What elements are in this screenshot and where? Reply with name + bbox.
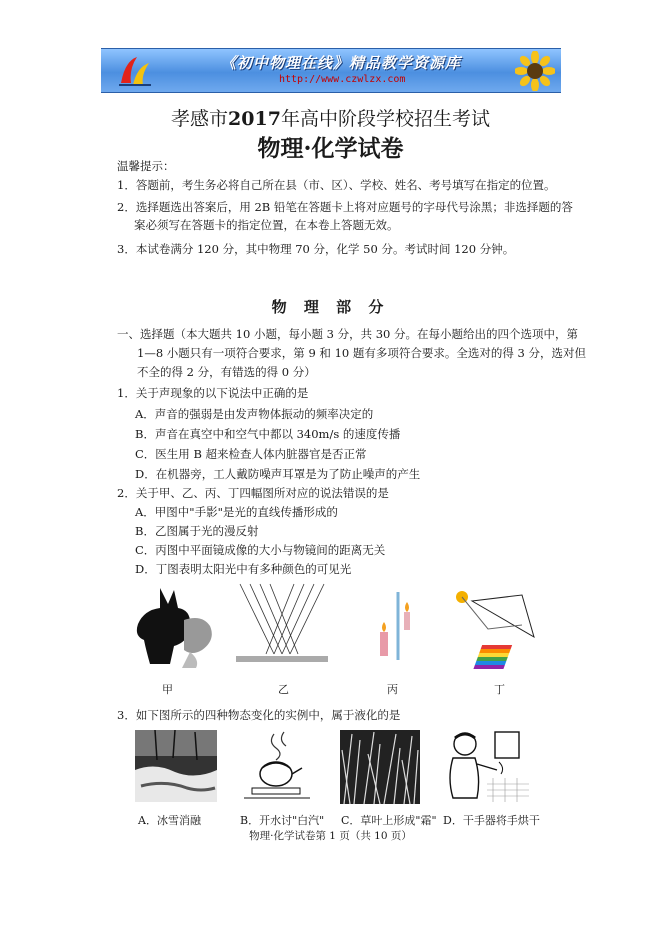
q1-stem: 1．关于声现象的以下说法中正确的是 xyxy=(117,386,309,400)
dispersion-prism-figure xyxy=(452,585,544,671)
section-title: 物 理 部 分 xyxy=(271,298,390,316)
fig-label-yi: 乙 xyxy=(278,683,289,696)
q1-option-b: B．声音在真空中和空气中都以 340m/s 的速度传播 xyxy=(135,427,401,441)
part1-intro-line1: 一、选择题（本大题共 10 小题，每小题 3 分，共 30 分。在每小题给出的四个选项中，第 xyxy=(117,327,579,341)
q2-stem: 2．关于甲、乙、丙、丁四幅图所对应的说法错误的是 xyxy=(117,486,389,500)
tip-item-2-line1: 2．选择题选出答案后，用 2B 铅笔在答题卡上将对应题号的字母代号涂黑；非选择题的答 xyxy=(117,200,573,214)
fig-label-bing: 丙 xyxy=(387,683,398,696)
q1-option-c: C．医生用 B 超来检查人体内脏器官是否正常 xyxy=(135,447,367,461)
tip-item-1: 1．答题前，考生务必将自己所在县（市、区）、学校、姓名、考号填写在指定的位置。 xyxy=(117,178,556,192)
diffuse-reflection-figure xyxy=(234,580,330,670)
q2-option-b: B．乙图属于光的漫反射 xyxy=(135,524,259,538)
exam-title: 孝感市2017年高中阶段学校招生考试 xyxy=(171,108,490,130)
q3-option-a: A．冰雪消融 xyxy=(138,814,201,827)
q2-option-d: D．丁图表明太阳光中有多种颜色的可见光 xyxy=(135,562,352,576)
q3-option-c: C．草叶上形成"霜" xyxy=(341,814,437,827)
hand-dryer-figure xyxy=(443,728,529,806)
q3-option-d: D．干手器将手烘干 xyxy=(443,814,540,827)
q3-stem: 3．如下图所示的四种物态变化的实例中，属于液化的是 xyxy=(117,708,401,722)
resource-banner xyxy=(101,48,561,93)
frost-grass-figure xyxy=(340,730,420,804)
mirror-candle-figure xyxy=(360,590,430,666)
site-logo-icon xyxy=(115,53,155,89)
part1-intro-line3: 不全的得 2 分，有错选的得 0 分） xyxy=(137,365,316,379)
q1-option-a: A．声音的强弱是由发声物体振动的频率决定的 xyxy=(135,407,374,421)
fig-label-ding: 丁 xyxy=(494,683,505,696)
q1-option-d: D．在机器旁，工人戴防噪声耳罩是为了防止噪声的产生 xyxy=(135,467,421,481)
tip-item-2-line2: 案必须写在答题卡的指定位置，在本卷上答题无效。 xyxy=(134,218,399,232)
q3-option-b: B．开水讨"白汽" xyxy=(240,814,325,827)
tip-item-3: 3．本试卷满分 120 分，其中物理 70 分，化学 50 分。考试时间 120 分钟。 xyxy=(117,242,515,256)
q2-option-c: C．丙图中平面镜成像的大小与物镜间的距离无关 xyxy=(135,543,386,557)
page-footer: 物理·化学试卷第 1 页（共 10 页） xyxy=(249,830,412,842)
banner-title: 《初中物理在线》精品教学资源库 xyxy=(221,54,462,72)
q2-option-a: A．甲图中"手影"是光的直线传播形成的 xyxy=(135,505,338,519)
fig-label-jia: 甲 xyxy=(162,683,173,696)
sunflower-icon xyxy=(515,51,555,91)
exam-subtitle: 物理·化学试卷 xyxy=(257,135,404,162)
boiling-kettle-figure xyxy=(238,730,316,804)
melting-snow-figure xyxy=(135,730,217,802)
hand-shadow-figure xyxy=(130,580,222,670)
banner-url[interactable]: http://www.czwlzx.com xyxy=(279,74,406,85)
part1-intro-line2: 1—8 小题只有一项符合要求，第 9 和 10 题有多项符合要求。全选对的得 3 分，选对但 xyxy=(137,346,586,360)
tips-heading: 温馨提示： xyxy=(117,159,175,173)
